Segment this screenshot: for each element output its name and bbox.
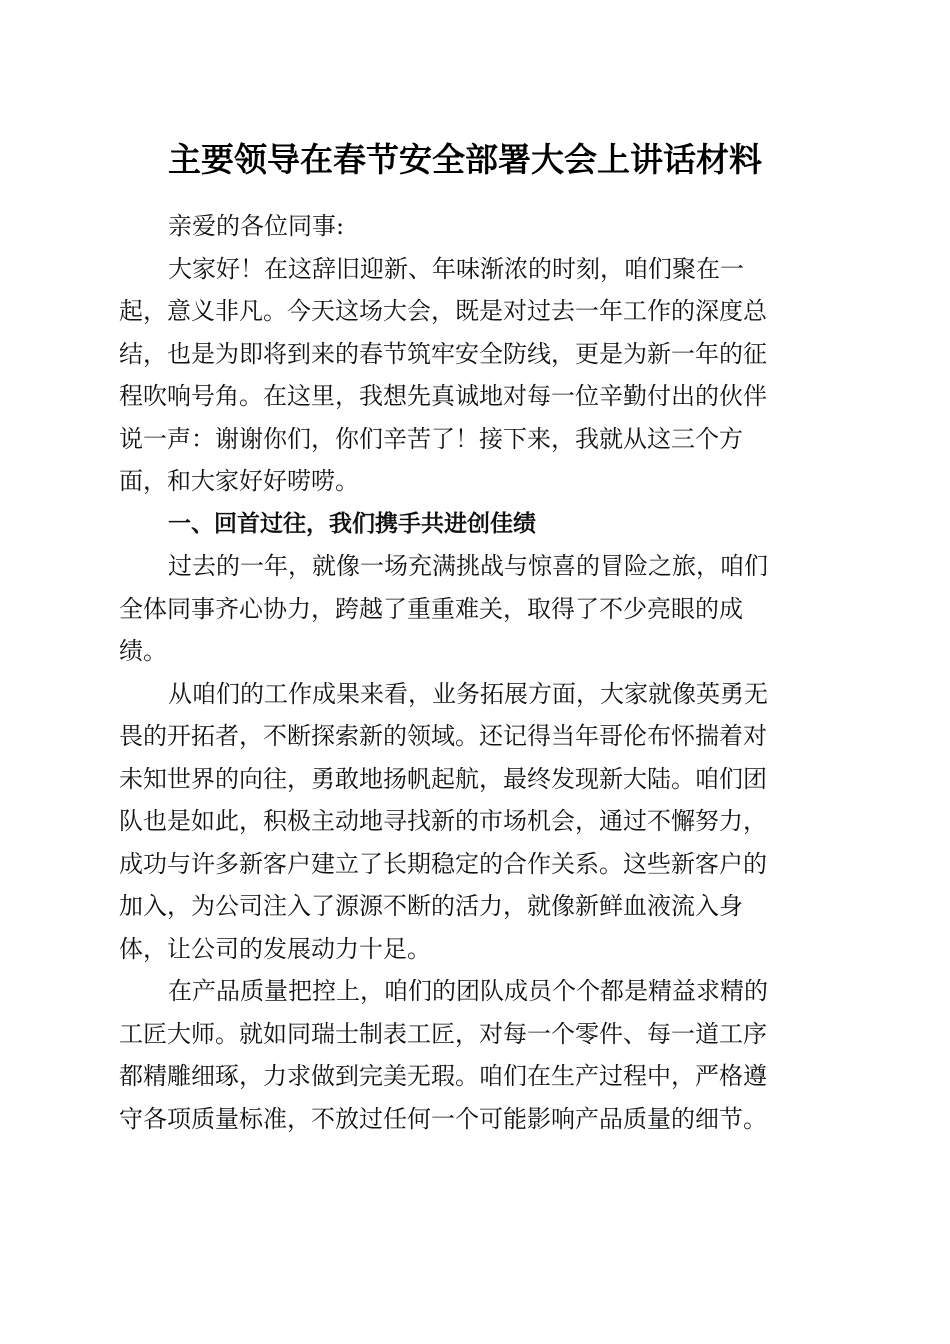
text-line: 程吹响号角。在这里，我想先真诚地对每一位辛勤付出的伙伴	[119, 382, 767, 410]
text-line: 工匠大师。就如同瑞士制表工匠，对每一个零件、每一道工序	[119, 1019, 767, 1048]
text-line: 畏的开拓者，不断探索新的领域。还记得当年哥伦布怀揣着对	[119, 722, 767, 750]
text-line: 未知世界的向往，勇敢地扬帆起航，最终发现新大陆。咱们团	[119, 764, 767, 793]
text-line: 起，意义非凡。今天这场大会，既是对过去一年工作的深度总	[119, 297, 767, 325]
text-line: 都精雕细琢，力求做到完美无瑕。咱们在生产过程中，严格遵	[119, 1062, 767, 1090]
text-line: 全体同事齐心协力，跨越了重重难关，取得了不少亮眼的成	[119, 594, 743, 623]
text-line: 大家好！在这辞旧迎新、年味渐浓的时刻，咱们聚在一	[168, 254, 744, 283]
text-line: 从咱们的工作成果来看，业务拓展方面，大家就像英勇无	[168, 679, 768, 708]
text-line: 亲爱的各位同事:	[168, 212, 345, 240]
document-body	[119, 205, 809, 1140]
text-line: 面，和大家好好唠唠。	[119, 467, 359, 495]
text-line: 说一声：谢谢你们，你们辛苦了！接下来，我就从这三个方	[119, 424, 743, 453]
text-line: 队也是如此，积极主动地寻找新的市场机会，通过不懈努力，	[119, 807, 767, 835]
document-title: 主要领导在春节安全部署大会上讲话材料	[168, 140, 762, 179]
text-line: 守各项质量标准，不放过任何一个可能影响产品质量的细节。	[119, 1104, 767, 1133]
text-line: 成功与许多新客户建立了长期稳定的合作关系。这些新客户的	[119, 849, 767, 878]
text-line: 过去的一年，就像一场充满挑战与惊喜的冒险之旅，咱们	[168, 552, 768, 580]
section-heading: 一、回首过往，我们携手共进创佳绩	[168, 510, 536, 537]
text-line: 绩。	[119, 637, 167, 665]
text-line: 在产品质量把控上，咱们的团队成员个个都是精益求精的	[168, 977, 768, 1005]
text-line: 体，让公司的发展动力十足。	[119, 934, 431, 963]
text-line: 结，也是为即将到来的春节筑牢安全防线，更是为新一年的征	[119, 339, 767, 368]
text-line: 加入，为公司注入了源源不断的活力，就像新鲜血液流入身	[119, 892, 743, 920]
